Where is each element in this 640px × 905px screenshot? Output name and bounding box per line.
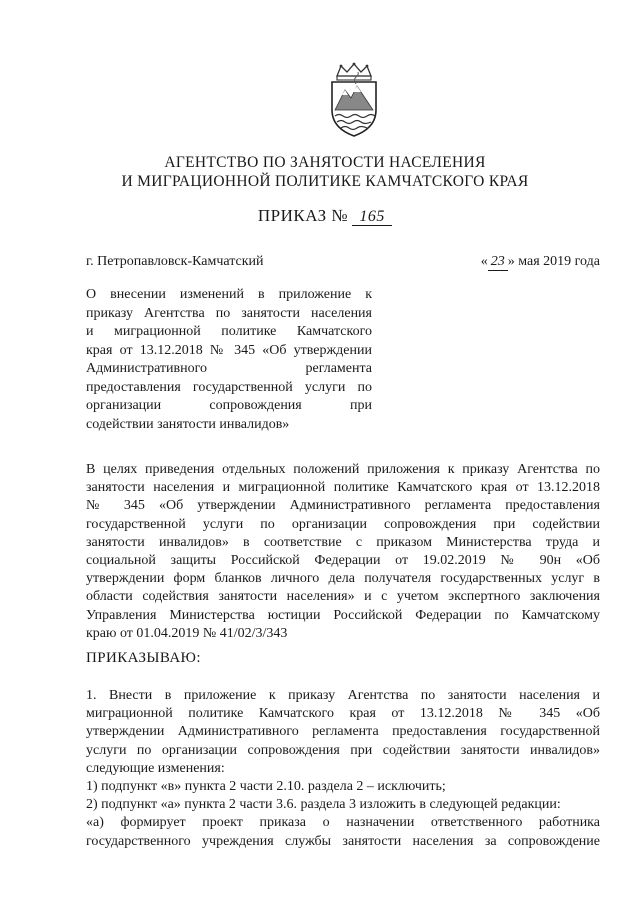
date-day: 23 bbox=[488, 254, 508, 271]
item-line: миграционной политике Камчатского края от 13.12.2018 № 345 «Об bbox=[86, 706, 600, 722]
item-line: 1) подпункт «в» пункта 2 части 2.10. раздела 2 – исключить; bbox=[86, 779, 446, 795]
order-date bbox=[481, 254, 600, 271]
order-subject bbox=[86, 286, 372, 434]
agency-name-line-1: АГЕНТСТВО ПО ЗАНЯТОСТИ НАСЕЛЕНИЯ bbox=[164, 154, 486, 171]
order-title bbox=[120, 206, 530, 226]
preamble-line: занятости инвалидов» в соответствие с приказом Министерства труда и bbox=[86, 534, 600, 550]
preamble-line: В целях приведения отдельных положений приложения к приказу Агентства по bbox=[86, 462, 600, 477]
order-title-label: ПРИКАЗ № bbox=[257, 206, 349, 225]
subject-line: содействии занятости инвалидов» bbox=[86, 416, 290, 432]
preamble-paragraph bbox=[86, 461, 600, 643]
item-line: 1. Внести в приложение к приказу Агентства по занятости населения и bbox=[86, 688, 600, 703]
preamble-line: социальной защиты Российской Федерации от 19.02.2019 № 90н «Об bbox=[86, 553, 600, 569]
date-rest: » мая 2019 года bbox=[507, 254, 600, 269]
order-directive-heading: ПРИКАЗЫВАЮ: bbox=[86, 650, 201, 666]
subject-line: организации сопровождения при bbox=[86, 398, 372, 413]
preamble-line: области содействия занятости населения» и с учетом экспертного заключения bbox=[86, 589, 600, 605]
preamble-line: занятости населения и миграционной политике Камчатского края от 13.12.2018 bbox=[86, 480, 600, 496]
preamble-line: краю от 01.04.2019 № 41/02/3/343 bbox=[86, 625, 288, 641]
preamble-line: № 345 «Об утверждении Административного регламента предоставления bbox=[86, 498, 600, 514]
item-line: государственного учреждения службы занятости населения за сопровождение bbox=[86, 833, 600, 849]
preamble-line: Управления Министерства юстиции Российской Федерации по Камчатскому bbox=[86, 607, 600, 623]
coat-of-arms-emblem bbox=[325, 62, 383, 140]
subject-line: и миграционной политике Камчатского bbox=[86, 324, 372, 339]
order-number: 165 bbox=[352, 209, 392, 226]
subject-line: края от 13.12.2018 № 345 «Об утверждении bbox=[86, 342, 372, 358]
date-open-quote: « bbox=[480, 254, 488, 269]
item-line: утверждении Административного регламента предоставления государственной bbox=[86, 724, 600, 740]
preamble-line: утверждении форм бланков личного дела получателя государственных услуг в bbox=[86, 571, 600, 587]
preamble-line: государственной услуги по организации сопровождения при содействии bbox=[86, 516, 600, 532]
item-line: «а) формирует проект приказа о назначении ответственного работника bbox=[86, 815, 600, 831]
item-line: 2) подпункт «а» пункта 2 части 3.6. раздела 3 изложить в следующей редакции: bbox=[86, 797, 561, 813]
subject-line: предоставления государственной услуги по bbox=[86, 379, 372, 395]
subject-line: приказу Агентства по занятости населения bbox=[86, 305, 372, 321]
agency-name-line-2: И МИГРАЦИОННОЙ ПОЛИТИКЕ КАМЧАТСКОГО КРАЯ bbox=[121, 173, 529, 190]
item-line: следующие изменения: bbox=[86, 760, 225, 776]
subject-line: О внесении изменений в приложение к bbox=[86, 287, 372, 302]
order-items bbox=[86, 687, 600, 851]
item-line: услуги по организации сопровождения при содействии занятости инвалидов» bbox=[86, 742, 600, 758]
subject-line: Административного регламента bbox=[86, 361, 372, 376]
place-of-issue: г. Петропавловск-Камчатский bbox=[86, 254, 264, 269]
